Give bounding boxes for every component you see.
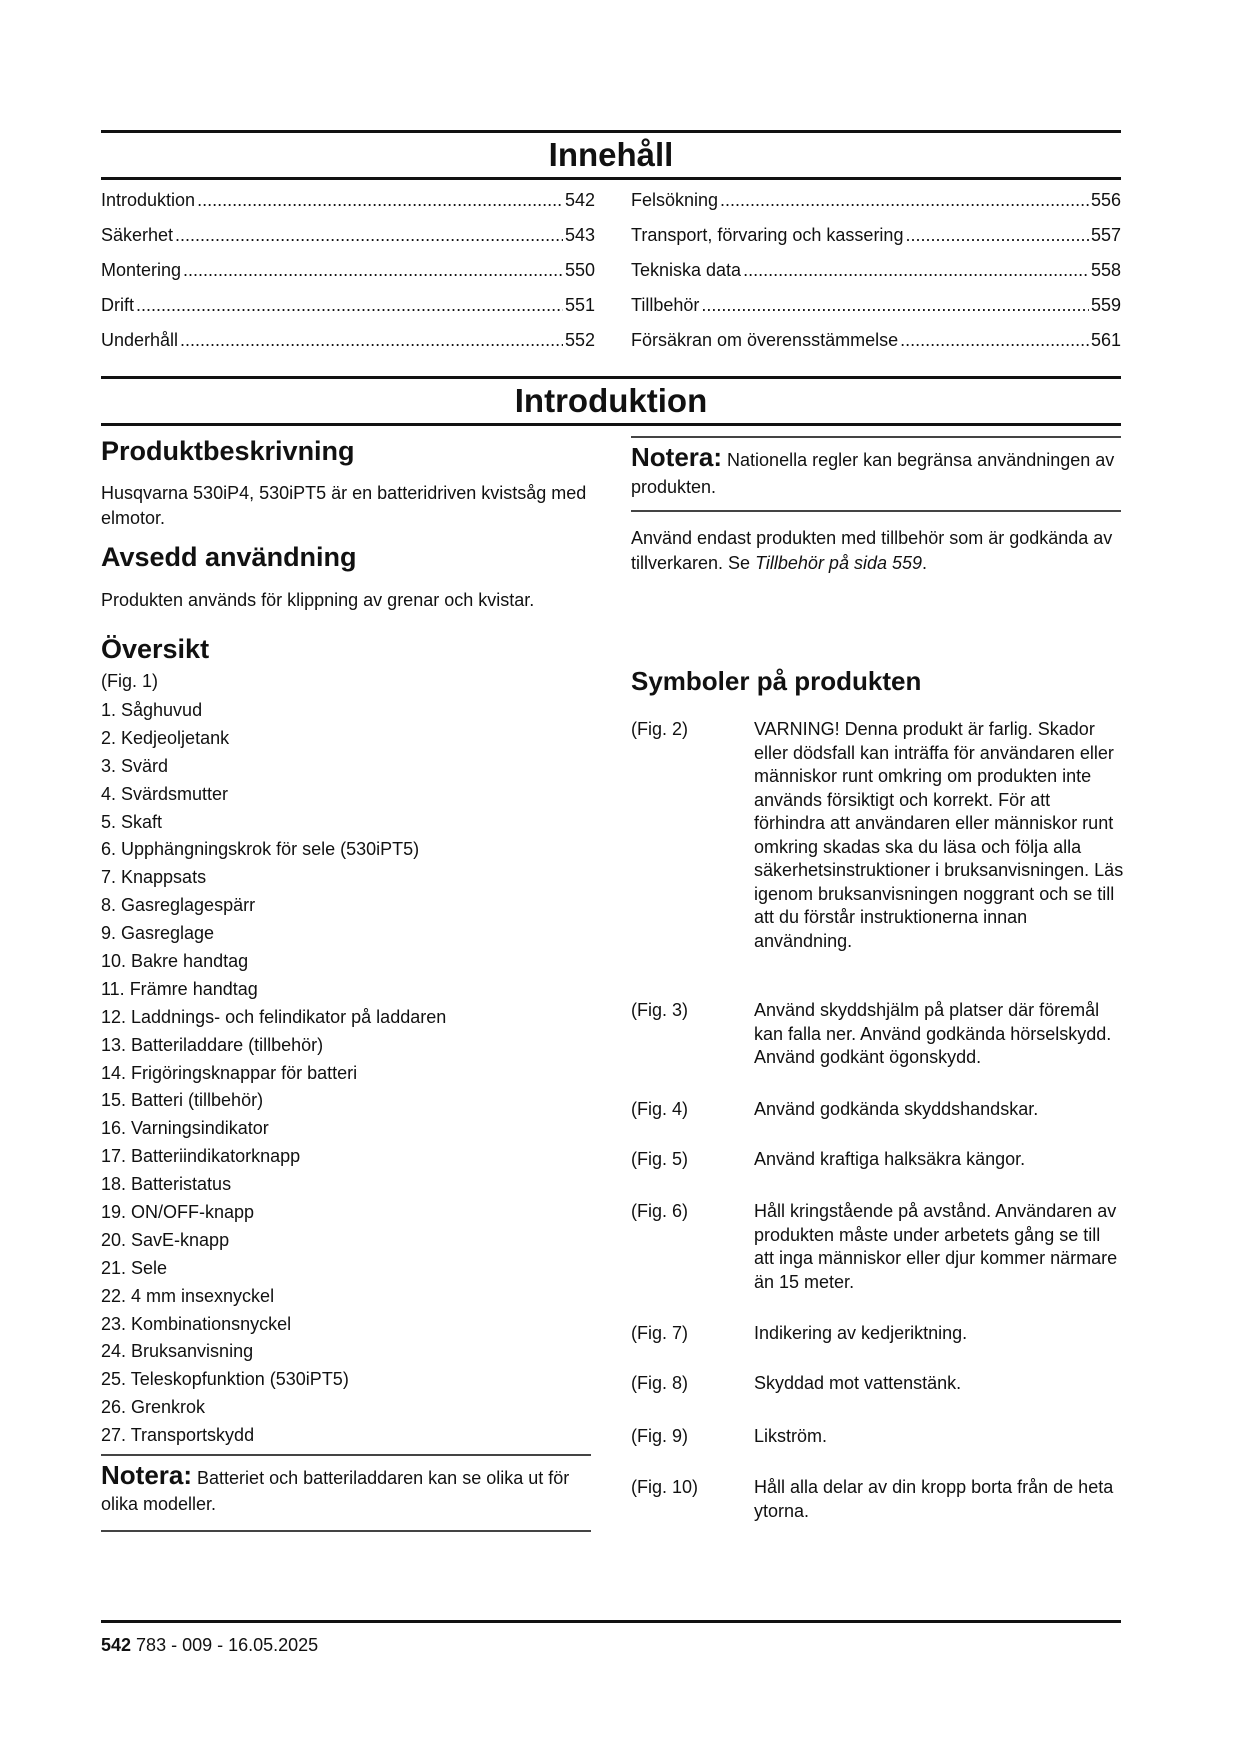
- list-item: 8. Gasreglagespärr: [101, 895, 256, 916]
- toc-entry-label: Försäkran om överensstämmelse: [631, 330, 899, 350]
- symbol-fig-ref: (Fig. 2): [631, 719, 689, 739]
- avsedd-heading: Avsedd användning: [101, 542, 357, 572]
- toc-entry-label: Felsökning: [631, 190, 719, 210]
- toc-entry-label: Transport, förvaring och kassering: [631, 225, 904, 245]
- note-left-text: Batteriet och batteriladdaren kan se olika ut för olika modeller.: [101, 1468, 570, 1514]
- produkt-text: Husqvarna 530iP4, 530iPT5 är en batteridriven kvistsåg med elmotor.: [101, 483, 587, 528]
- accessories-text: Använd endast produkten med tillbehör som är godkända av tillverkaren. Se: [631, 528, 1113, 573]
- note-right-top-rule: [631, 436, 1121, 438]
- toc-entry-page: 556: [1090, 190, 1121, 210]
- toc-leader: [136, 295, 563, 316]
- intro-title: Introduktion: [514, 382, 708, 419]
- accessories-note: [631, 526, 1121, 576]
- toc-entry-page: 543: [564, 225, 595, 245]
- list-item: 26. Grenkrok: [101, 1397, 206, 1418]
- toc-leader: [701, 295, 1089, 316]
- avsedd-text: Produkten används för klippning av grenar och kvistar.: [101, 590, 535, 610]
- toc-entry-page: 558: [1090, 260, 1121, 280]
- symbol-description: Indikering av kedjeriktning.: [754, 1323, 968, 1343]
- symbol-fig-ref: (Fig. 5): [631, 1149, 689, 1169]
- toc-entry[interactable]: [101, 330, 595, 365]
- toc-entry-page: 561: [1090, 330, 1121, 350]
- symbol-fig-ref: (Fig. 9): [631, 1426, 689, 1446]
- toc-entry-label: Montering: [101, 260, 182, 280]
- toc-entry[interactable]: [631, 190, 1121, 225]
- toc-entry-label: Säkerhet: [101, 225, 174, 245]
- toc-entry[interactable]: [101, 225, 595, 260]
- symbol-fig-ref: (Fig. 7): [631, 1323, 689, 1343]
- list-item: 23. Kombinationsnyckel: [101, 1313, 292, 1334]
- toc-leader: [183, 260, 563, 281]
- list-item: 17. Batteriindikatorknapp: [101, 1146, 301, 1167]
- toc-leader: [743, 260, 1089, 281]
- toc-entry-page: 559: [1090, 295, 1121, 315]
- list-item: 1. Såghuvud: [101, 700, 203, 720]
- toc-entry-label: Tillbehör: [631, 295, 700, 315]
- toc-leader: [905, 225, 1089, 246]
- oversikt-fig-ref: (Fig. 1): [101, 671, 159, 691]
- list-item: 11. Främre handtag: [101, 978, 258, 999]
- note-left-bottom-rule: [101, 1530, 591, 1532]
- toc-entry-page: 550: [564, 260, 595, 280]
- oversikt-heading: Översikt: [101, 634, 210, 664]
- note-left-title: Notera:: [101, 1460, 193, 1490]
- list-item: 25. Teleskopfunktion (530iPT5): [101, 1369, 349, 1390]
- list-item: 18. Batteristatus: [101, 1174, 232, 1195]
- symbol-description: Håll alla delar av din kropp borta från de heta ytorna.: [754, 1477, 1114, 1521]
- list-item: 19. ON/OFF-knapp: [101, 1202, 255, 1223]
- symbol-description: VARNING! Denna produkt är farlig. Skador eller dödsfall kan inträffa för användaren eller människor runt omkring om produkten inte används försiktigt och korrekt. För att förhindra att användaren eller människor runt omkring skadas ska du läsa och följa alla säkerhetsinstruktioner i bruksanvisningen. Läs igenom bruksanvisningen noggrant och se till att du förstår instruktionerna innan användning.: [754, 719, 1124, 951]
- note-left-top-rule: [101, 1454, 591, 1456]
- toc-entry-label: Introduktion: [101, 190, 196, 210]
- note-right-title: Notera:: [631, 442, 723, 472]
- footer-doc-info: 783 - 009 - 16.05.2025: [131, 1635, 319, 1655]
- list-item: 10. Bakre handtag: [101, 951, 249, 972]
- accessories-link[interactable]: Tillbehör på sida 559: [755, 553, 923, 573]
- list-item: 3. Svärd: [101, 755, 169, 776]
- list-item: 20. SavE-knapp: [101, 1229, 230, 1250]
- symbol-fig-ref: (Fig. 6): [631, 1201, 689, 1221]
- toc-entry[interactable]: [631, 330, 1121, 365]
- toc-heading-band: [101, 130, 1121, 180]
- page-footer: [101, 1620, 1121, 1656]
- toc-leader: [720, 190, 1089, 211]
- symbol-fig-ref: (Fig. 4): [631, 1099, 689, 1119]
- toc-entry-label: Underhåll: [101, 330, 179, 350]
- toc-right-column: [631, 190, 1121, 365]
- toc-leader: [197, 190, 563, 211]
- symbol-description: Använd kraftiga halksäkra kängor.: [754, 1149, 1026, 1169]
- list-item: 14. Frigöringsknappar för batteri: [101, 1062, 358, 1083]
- toc-leader: [175, 225, 563, 246]
- toc-left-column: [101, 190, 595, 365]
- oversikt-list: [101, 697, 446, 1450]
- symbol-fig-ref: (Fig. 8): [631, 1373, 689, 1393]
- footer-page-number: 542: [101, 1635, 132, 1655]
- toc-entry[interactable]: [631, 260, 1121, 295]
- manual-page: [101, 0, 1124, 1754]
- toc-leader: [180, 330, 563, 351]
- list-item: 9. Gasreglage: [101, 923, 215, 944]
- toc-entry[interactable]: [101, 260, 595, 295]
- produkt-heading: Produktbeskrivning: [101, 436, 355, 466]
- list-item: 6. Upphängningskrok för sele (530iPT5): [101, 839, 420, 860]
- toc-entry-label: Tekniska data: [631, 260, 742, 280]
- toc-entry[interactable]: [631, 225, 1121, 260]
- list-item: 24. Bruksanvisning: [101, 1341, 254, 1362]
- symbol-description: Skyddad mot vattenstänk.: [754, 1373, 962, 1393]
- symbol-description: Håll kringstående på avstånd. Användaren av produkten måste under arbetets gång se till att inga människor eller djur kommer närmare än 15 meter.: [754, 1201, 1118, 1292]
- list-item: 13. Batteriladdare (tillbehör): [101, 1034, 324, 1055]
- note-right-bottom-rule: [631, 510, 1121, 512]
- list-item: 4. Svärdsmutter: [101, 783, 229, 804]
- list-item: 21. Sele: [101, 1257, 168, 1278]
- symbol-fig-ref: (Fig. 10): [631, 1477, 699, 1497]
- note-left: [101, 1462, 591, 1517]
- list-item: 12. Laddnings- och felindikator på laddaren: [101, 1006, 447, 1027]
- symbol-fig-ref: (Fig. 3): [631, 1000, 689, 1020]
- toc-entry[interactable]: [631, 295, 1121, 330]
- symbol-description: Använd godkända skyddshandskar.: [754, 1099, 1039, 1119]
- list-item: 16. Varningsindikator: [101, 1118, 269, 1139]
- toc-entry[interactable]: [101, 295, 595, 330]
- list-item: 15. Batteri (tillbehör): [101, 1090, 264, 1111]
- list-item: 27. Transportskydd: [101, 1425, 255, 1446]
- accessories-end: .: [922, 553, 928, 573]
- toc-entry-page: 552: [564, 330, 595, 350]
- intro-heading-band: [101, 376, 1121, 426]
- list-item: 5. Skaft: [101, 811, 163, 832]
- list-item: 7. Knappsats: [101, 867, 207, 888]
- symbols-heading: Symboler på produkten: [631, 666, 922, 696]
- toc-title: Innehåll: [548, 136, 674, 173]
- toc-entry-label: Drift: [101, 295, 134, 315]
- toc-entry[interactable]: [101, 190, 595, 225]
- symbol-description: Använd skyddshjälm på platser där föremål kan falla ner. Använd godkända hörselskydd. Använd godkänt ögonskydd.: [754, 1000, 1112, 1067]
- symbol-description: Likström.: [754, 1426, 828, 1446]
- toc-entry-page: 542: [564, 190, 595, 210]
- list-item: 2. Kedjeoljetank: [101, 727, 230, 748]
- note-right-text: Nationella regler kan begränsa användningen av produkten.: [631, 450, 1115, 497]
- list-item: 22. 4 mm insexnyckel: [101, 1285, 275, 1306]
- toc-entry-page: 557: [1090, 225, 1121, 245]
- note-right: [631, 444, 1121, 501]
- toc-leader: [900, 330, 1089, 351]
- toc-entry-page: 551: [564, 295, 595, 315]
